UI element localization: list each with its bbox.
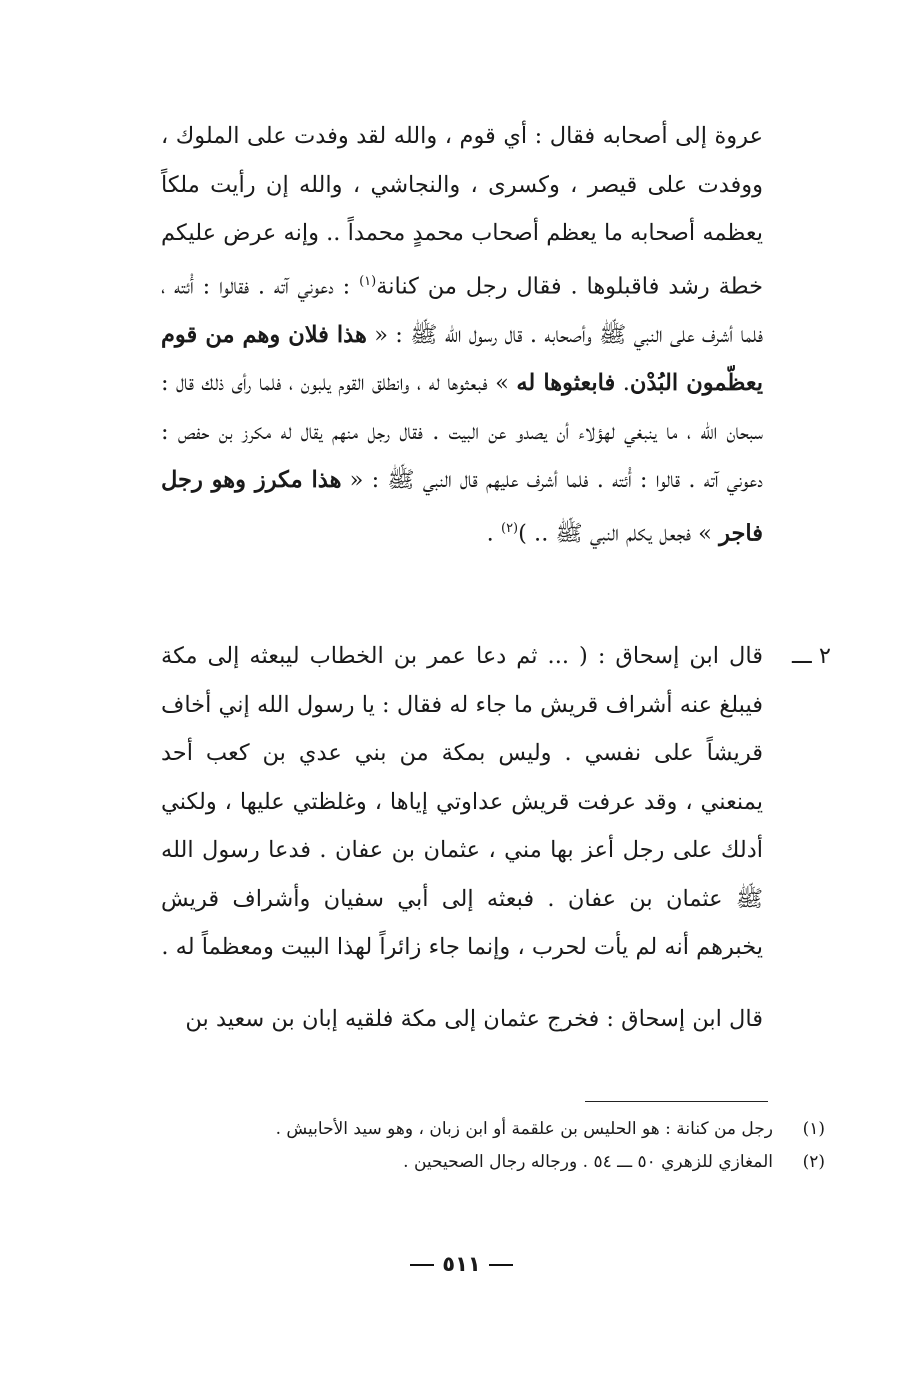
text-segment: » فجعل يكلم النبي ﷺ .. )	[518, 520, 712, 546]
footnote-2	[145, 1146, 825, 1179]
item-number: ٢ ـــ	[791, 643, 831, 669]
quote-bold: هذا فلان وهم من قوم يعظّمون البُدْن	[161, 321, 763, 396]
dash-left	[410, 1264, 434, 1266]
text-segment: .	[486, 520, 501, 546]
page-number-value: ٥١١	[442, 1252, 481, 1276]
footnote-ref-2: (٢)	[500, 520, 519, 536]
dash-right	[489, 1264, 513, 1266]
text-segment: : دعوني آته . فقالوا : أْئته ، فلما أشرف على النبي ﷺ وأصحابه . قال رسول الله ﷺ : «	[161, 273, 763, 348]
footnote-1	[145, 1113, 825, 1146]
footnote-text: رجل من كنانة : هو الحليس بن علقمة أو ابن زبان ، وهو سيد الأحابيش .	[275, 1119, 773, 1139]
footnote-number: (٢)	[802, 1152, 825, 1172]
page-number	[0, 1252, 923, 1276]
footnote-text: المغازي للزهري ٥٠ ـــ ٥٤ . ورجاله رجال الصحيحين .	[403, 1152, 773, 1172]
footnote-number: (١)	[802, 1119, 825, 1139]
footnotes	[145, 1113, 825, 1179]
numbered-item-2	[161, 632, 831, 972]
item-text: قال ابن إسحاق : ( ... ثم دعا عمر بن الخطاب ليبعثه إلى مكة فيبلغ عنه أشراف قريش ما جاء له فقال : يا رسول الله إني أخاف قريشاً على نفسي . وليس بمكة من بني عدي بن كعب أحد يمنعني ، وقد عرفت قريش عداوتي إياها ، وغلظتي عليها ، ولكني أدلك على رجل أعز بها مني ، عثمان بن عفان . فدعا رسول الله ﷺ عثمان بن عفان . فبعثه إلى أبي سفيان وأشراف قريش يخبرهم أنه لم يأت لحرب ، وإنما جاء زائراً لهذا البيت ومعظماً له .	[161, 643, 763, 960]
quote-bold: فابعثوها له	[516, 370, 616, 396]
paragraph-1	[161, 112, 763, 558]
main-text	[161, 112, 763, 558]
footnote-ref-1: (١)	[359, 273, 377, 289]
quote-bold: هذا مكرز وهو رجل فاجر	[161, 467, 763, 546]
paragraph-last: قال ابن إسحاق : فخرج عثمان إلى مكة فلقيه إبان بن سعيد بن	[185, 1006, 763, 1032]
footnote-divider	[585, 1101, 768, 1102]
text-segment: عروة إلى أصحابه فقال : أي قوم ، والله لقد وفدت على الملوك ، ووفدت على قيصر ، وكسرى ، والنجاشي ، والله إن رأيت ملكاً يعظمه أصحابه ما يعظم أصحاب محمدٍ محمداً .. وإنه عرض عليكم خطة رشد فاقبلوها . فقال رجل من كنانة	[161, 123, 764, 299]
text-segment: » فبعثوها له ، وانطلق القوم يلبون ، فلما رأى ذلك قال : سبحان الله ، ما ينبغي لهؤلاء أن يصدو عن البيت . فقال رجل منهم يقال له مكرز بن حفص : دعوني آته . قالوا : أْئته . فلما أشرف عليهم قال النبي ﷺ : «	[161, 370, 763, 493]
text-segment: .	[615, 370, 630, 396]
